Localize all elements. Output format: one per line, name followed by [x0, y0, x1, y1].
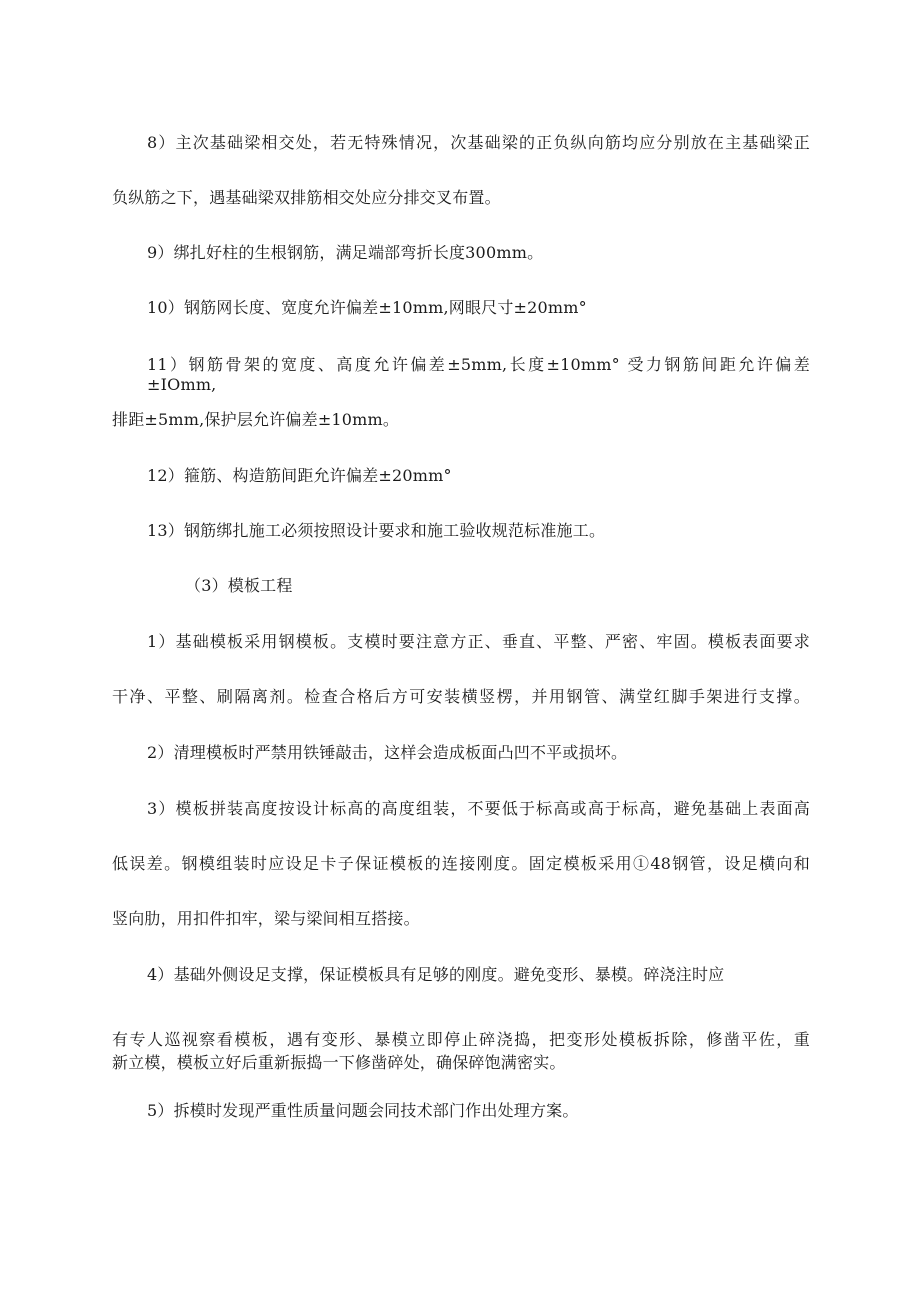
paragraph-12: 12）箍筋、构造筋间距允许偏差±20mm°	[147, 466, 452, 485]
paragraph-13: 13）钢筋绑扎施工必须按照设计要求和施工验收规范标准施工。	[147, 521, 606, 540]
paragraph-11-line-2: 排距±5mm,保护层允许偏差±10mm。	[112, 410, 400, 429]
paragraph-8-line-2: 负纵筋之下，遇基础梁双排筋相交处应分排交叉布置。	[112, 188, 501, 207]
paragraph-9: 9）绑扎好柱的生根钢筋，满足端部弯折长度300mm。	[147, 243, 544, 262]
formwork-4-line-1: 4）基础外侧设足支撑，保证模板具有足够的刚度。避免变形、暴模。碎浇注时应	[147, 965, 725, 984]
paragraph-8-line-1: 8）主次基础梁相交处，若无特殊情况，次基础梁的正负纵向筋均应分别放在主基础梁正	[147, 133, 810, 152]
formwork-3-line-3: 竖向肋，用扣件扣牢，梁与梁间相互搭接。	[112, 909, 420, 928]
formwork-4-line-3: 新立模，模板立好后重新振捣一下修凿碎处，确保碎饱满密实。	[112, 1053, 566, 1072]
section-heading-formwork: （3）模板工程	[185, 576, 293, 595]
paragraph-10: 10）钢筋网长度、宽度允许偏差±10mm,网眼尺寸±20mm°	[147, 298, 587, 317]
formwork-5: 5）拆模时发现严重性质量问题会同技术部门作出处理方案。	[147, 1101, 579, 1120]
paragraph-11-line-1: 11）钢筋骨架的宽度、高度允许偏差±5mm,长度±10mm° 受力钢筋间距允许偏差±IOmm,	[147, 355, 810, 394]
formwork-3-line-1: 3）模板拼装高度按设计标高的高度组装，不要低于标高或高于标高，避免基础上表面高	[147, 799, 810, 818]
formwork-1-line-1: 1）基础模板采用钢模板。支模时要注意方正、垂直、平整、严密、牢固。模板表面要求	[147, 632, 810, 651]
formwork-4-line-2: 有专人巡视察看模板，遇有变形、暴模立即停止碎浇捣，把变形处模板拆除，修凿平佐，重	[112, 1030, 810, 1049]
formwork-1-line-2: 干净、平整、刷隔离剂。检查合格后方可安装横竖楞，并用钢管、满堂红脚手架进行支撑。	[112, 687, 810, 706]
formwork-3-line-2: 低误差。钢模组装时应设足卡子保证模板的连接刚度。固定模板采用①48钢管，设足横向和	[112, 854, 810, 873]
formwork-2: 2）清理模板时严禁用铁锤敲击，这样会造成板面凸凹不平或损坏。	[147, 743, 628, 762]
